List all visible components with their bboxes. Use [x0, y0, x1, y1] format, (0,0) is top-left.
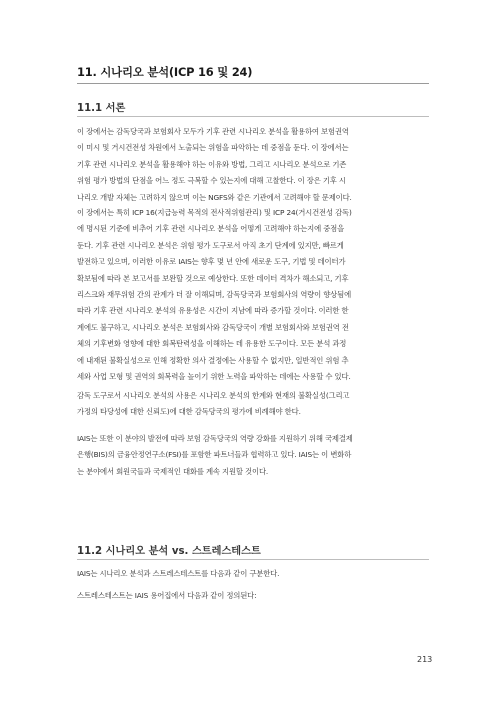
text-line: 리스크와 재무위험 간의 관계가 더 잘 이해되며, 감독당국과 보험회사의 역량이 향상됨에: [77, 290, 352, 300]
text-line: IAIS는 시나리오 분석과 스트레스테스트를 다음과 같이 구분한다.: [77, 569, 280, 578]
section-heading-11-1: 11.1 서론: [77, 103, 126, 114]
text-line: 계에도 불구하고, 시나리오 분석은 보험회사와 감독당국이 개별 보험회사와 보험권역 전: [77, 322, 349, 332]
text-line: 에 명시된 기준에 비추어 기후 관련 시나리오 분석을 어떻게 고려해야 하는지에 중점을: [77, 224, 345, 234]
paragraph-5: [77, 566, 429, 582]
text-line: 세와 사업 모형 및 권역의 회복력을 높이기 위한 노력을 파악하는 데에는 사용할 수 있다.: [77, 372, 351, 382]
text-line: 감독 도구로서 시나리오 분석의 사용은 시나리오 분석의 한계와 현재의 불확실성(그리고: [77, 391, 350, 400]
text-line: 는 분야에서 회원국들과 국제적인 대화를 계속 지원할 것이다.: [77, 466, 269, 476]
paragraph-2: [77, 205, 429, 385]
text-line: 둔다. 기후 관련 시나리오 분석은 위험 평가 도구로서 아직 초기 단계에 있지만, 빠르게: [77, 240, 344, 250]
section-rule-11-2: [77, 559, 429, 560]
text-line: 이 장에서는 특히 ICP 16(지급능력 목적의 전사적위험관리) 및 ICP 24(거시건전성 감독): [77, 208, 352, 217]
text-line: 따라 기후 관련 시나리오 분석의 유용성은 시간이 지남에 따라 증가할 것이다. 이러한 한: [77, 306, 349, 316]
section-heading-11-2: 11.2 시나리오 분석 vs. 스트레스테스트: [77, 546, 261, 557]
text-line: 가정의 타당성에 대한 신뢰도)에 대한 감독당국의 평가에 비례해야 한다.: [77, 407, 301, 417]
text-line: 발전하고 있으며, 이러한 이유로 IAIS는 향후 몇 년 안에 새로운 도구, 기법 및 데이터가: [77, 257, 346, 267]
text-line: 이 미시 및 거시건전성 차원에서 노출되는 위험을 파악하는 데 중점을 둔다. 이 장에서는: [77, 143, 349, 153]
section-rule-11-1: [77, 116, 429, 117]
text-line: IAIS는 또한 이 분야의 발전에 따라 보험 감독당국의 역량 강화를 지원하기 위해 국제결제: [77, 434, 353, 443]
text-line: 위험 평가 방법의 단점을 어느 정도 극복할 수 있는지에 대해 고찰한다. 이 장은 기후 시: [77, 176, 346, 186]
chapter-heading: 11. 시나리오 분석(ICP 16 및 24): [77, 65, 253, 79]
heading-rule: [77, 83, 429, 84]
text-line: 이 장에서는 감독당국과 보험회사 모두가 기후 관련 시나리오 분석을 활용하여 보험권역: [77, 127, 349, 136]
paragraph-1: [77, 124, 429, 206]
text-line: 스트레스테스트는 IAIS 용어집에서 다음과 같이 정의된다:: [77, 591, 257, 600]
text-line: 확보됨에 따라 본 보고서를 보완할 것으로 예상한다. 또한 데이터 격차가 해소되고, 기후: [77, 273, 349, 283]
paragraph-4: [77, 431, 429, 480]
text-line: 기후 관련 시나리오 분석을 활용해야 하는 이유와 방법, 그리고 시나리오 분석으로 기존: [77, 159, 347, 169]
paragraph-6: [77, 588, 429, 604]
paragraph-3: [77, 388, 429, 421]
text-line: 에 내재된 불확실성으로 인해 정확한 의사 결정에는 사용할 수 없지만, 일반적인 위험 추: [77, 355, 349, 365]
page-number: 213: [417, 655, 433, 664]
text-line: 체의 기후변화 영향에 대한 회복탄력성을 이해하는 데 유용한 도구이다. 모든 분석 과정: [77, 339, 347, 349]
text-line: 나리오 개발 자체는 고려하지 않으며 이는 NGFS와 같은 기관에서 고려해야 할 문제이다.: [77, 192, 352, 202]
text-line: 은행(BIS)의 금융안정연구소(FSI)를 포함한 파트너들과 협력하고 있다. IAIS는 이 변화하: [77, 450, 352, 460]
